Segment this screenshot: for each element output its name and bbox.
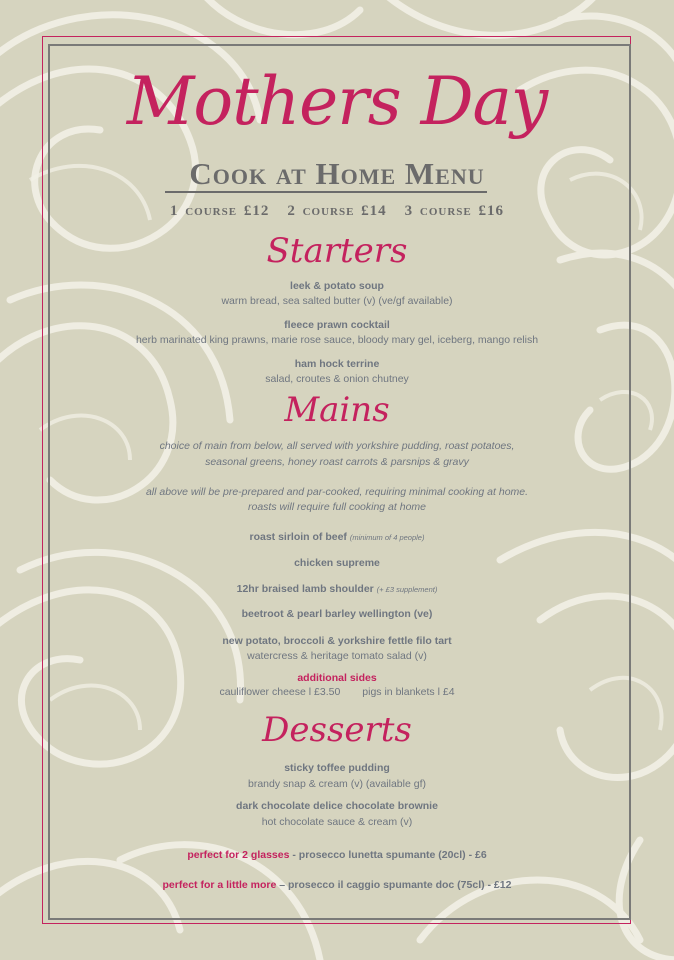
dessert-name: sticky toffee pudding xyxy=(284,762,390,774)
prosecco-text: - prosecco lunetta spumante (20cl) - £6 xyxy=(289,849,487,861)
dessert-name: dark chocolate delice chocolate brownie xyxy=(236,800,438,812)
prosecco-offer xyxy=(50,878,624,892)
starter-name: leek & potato soup xyxy=(290,280,384,292)
dessert-desc: hot chocolate sauce & cream (v) xyxy=(261,816,413,828)
starter-name: fleece prawn cocktail xyxy=(284,319,390,331)
main-item-tart-desc: watercress & heritage tomato salad (v) xyxy=(247,650,427,662)
side-item: pigs in blankets l xyxy=(362,686,440,698)
price-3-course: 3 course £16 xyxy=(404,203,505,219)
prosecco-offer xyxy=(50,848,624,862)
main-item-beef xyxy=(50,530,624,545)
main-item-lamb xyxy=(50,582,624,597)
starter-name: ham hock terrine xyxy=(294,358,380,370)
main-item-wellington: beetroot & pearl barley wellington (ve) xyxy=(241,608,433,620)
title-underline xyxy=(165,191,487,193)
sides-label: additional sides xyxy=(297,672,377,684)
side-price: £3.50 xyxy=(314,686,341,698)
starter-desc: herb marinated king prawns, marie rose sauce, bloody mary gel, iceberg, mango relish xyxy=(135,334,539,346)
page-subtitle: Cook at Home Menu xyxy=(189,156,485,191)
starter-desc: salad, croutes & onion chutney xyxy=(265,373,409,385)
mains-note: all above will be pre-prepared and par-cooked, requiring minimal cooking at home. xyxy=(145,486,529,498)
price-2-course: 2 course £14 xyxy=(287,203,387,219)
price-1-course: 1 course £12 xyxy=(169,203,270,219)
menu-content xyxy=(50,0,624,960)
course-prices xyxy=(50,201,624,221)
mains-intro: choice of main from below, all served with yorkshire pudding, roast potatoes, xyxy=(159,440,515,452)
desserts-heading: Desserts xyxy=(262,710,412,750)
mains-note: roasts will require full cooking at home xyxy=(248,501,426,513)
main-note: (+ £3 supplement) xyxy=(376,585,438,594)
sides-list xyxy=(50,685,624,699)
dessert-desc: brandy snap & cream (v) (available gf) xyxy=(248,778,426,790)
prosecco-text: – prosecco il caggio spumante doc (75cl) - £12 xyxy=(276,879,512,891)
prosecco-label: perfect for 2 glasses xyxy=(187,849,290,861)
mains-heading: Mains xyxy=(284,390,390,430)
main-name: roast sirloin of beef xyxy=(249,531,347,543)
main-name: 12hr braised lamb shoulder xyxy=(236,583,374,595)
page-title: Mothers Day xyxy=(126,63,548,140)
starters-heading: Starters xyxy=(266,231,408,271)
main-note: (minimum of 4 people) xyxy=(349,533,425,542)
starter-desc: warm bread, sea salted butter (v) (ve/gf available) xyxy=(221,295,453,307)
main-item-tart: new potato, broccoli & yorkshire fettle filo tart xyxy=(222,635,452,647)
side-item: cauliflower cheese l xyxy=(219,686,312,698)
side-price: £4 xyxy=(442,686,455,698)
mains-intro: seasonal greens, honey roast carrots & parsnips & gravy xyxy=(205,456,469,468)
prosecco-label: perfect for a little more xyxy=(162,879,277,891)
main-item-chicken: chicken supreme xyxy=(294,557,380,569)
